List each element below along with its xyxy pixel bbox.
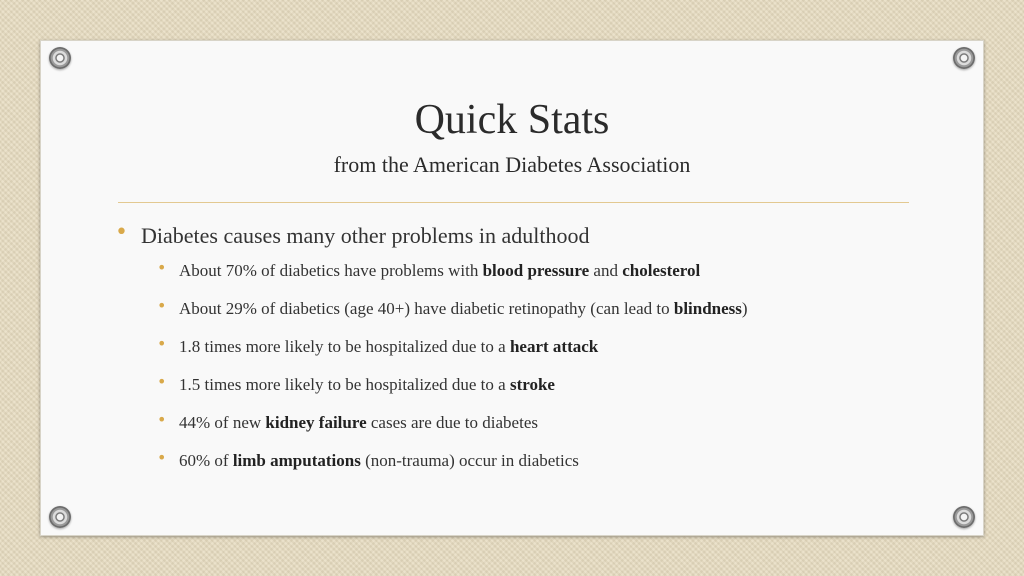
slide-subtitle: from the American Diabetes Association [333,152,691,177]
sub-bullet-stroke [113,374,953,396]
sub-bullet-retinopathy [113,298,953,320]
sub-bullet-text: ) [741,299,748,318]
main-bullet [113,221,953,251]
sub-bullet-emphasis: cholesterol [622,261,701,280]
bullet-dot-icon: • [157,334,167,353]
bullet-list [113,221,953,488]
title-divider [118,202,909,203]
sub-bullet-text: 44% of new [179,413,266,432]
sub-bullet-heart-attack [113,336,953,358]
sub-bullet-text: About 29% of diabetics (age 40+) have diabetic retinopathy (can lead to [179,299,674,318]
bullet-dot-icon: • [157,410,167,429]
sub-bullet-text: cases are due to diabetes [366,413,538,432]
rivet-bottom-right-icon [953,506,975,528]
slide-card [40,40,984,536]
sub-bullet-text: (non-trauma) occur in diabetics [360,451,579,470]
sub-bullet-text: About 70% of diabetics have problems with [179,261,483,280]
bullet-dot-icon: • [157,296,167,315]
sub-bullet-blood-pressure [113,260,953,282]
slide-title: Quick Stats [414,97,610,143]
sub-bullet-emphasis: kidney failure [265,413,367,432]
bullet-dot-icon: • [157,258,167,277]
rivet-bottom-left-icon [49,506,71,528]
bullet-dot-icon: • [115,220,128,245]
sub-bullet-emphasis: stroke [509,375,555,394]
sub-bullet-emphasis: heart attack [509,337,599,356]
rivet-top-left-icon [49,47,71,69]
sub-bullet-text: 1.8 times more likely to be hospitalized due to a [179,337,510,356]
rivet-top-right-icon [953,47,975,69]
sub-bullet-text: and [589,261,623,280]
sub-bullet-emphasis: blindness [673,299,742,318]
main-bullet-text: Diabetes causes many other problems in adulthood [141,223,590,248]
bullet-dot-icon: • [157,372,167,391]
sub-bullet-emphasis: limb amputations [232,451,361,470]
sub-bullet-limb-amputations [113,450,953,472]
sub-bullet-text: 1.5 times more likely to be hospitalized due to a [179,375,510,394]
sub-bullet-emphasis: blood pressure [482,261,590,280]
sub-bullet-text: 60% of [179,451,233,470]
sub-bullet-kidney-failure [113,412,953,434]
bullet-dot-icon: • [157,448,167,467]
